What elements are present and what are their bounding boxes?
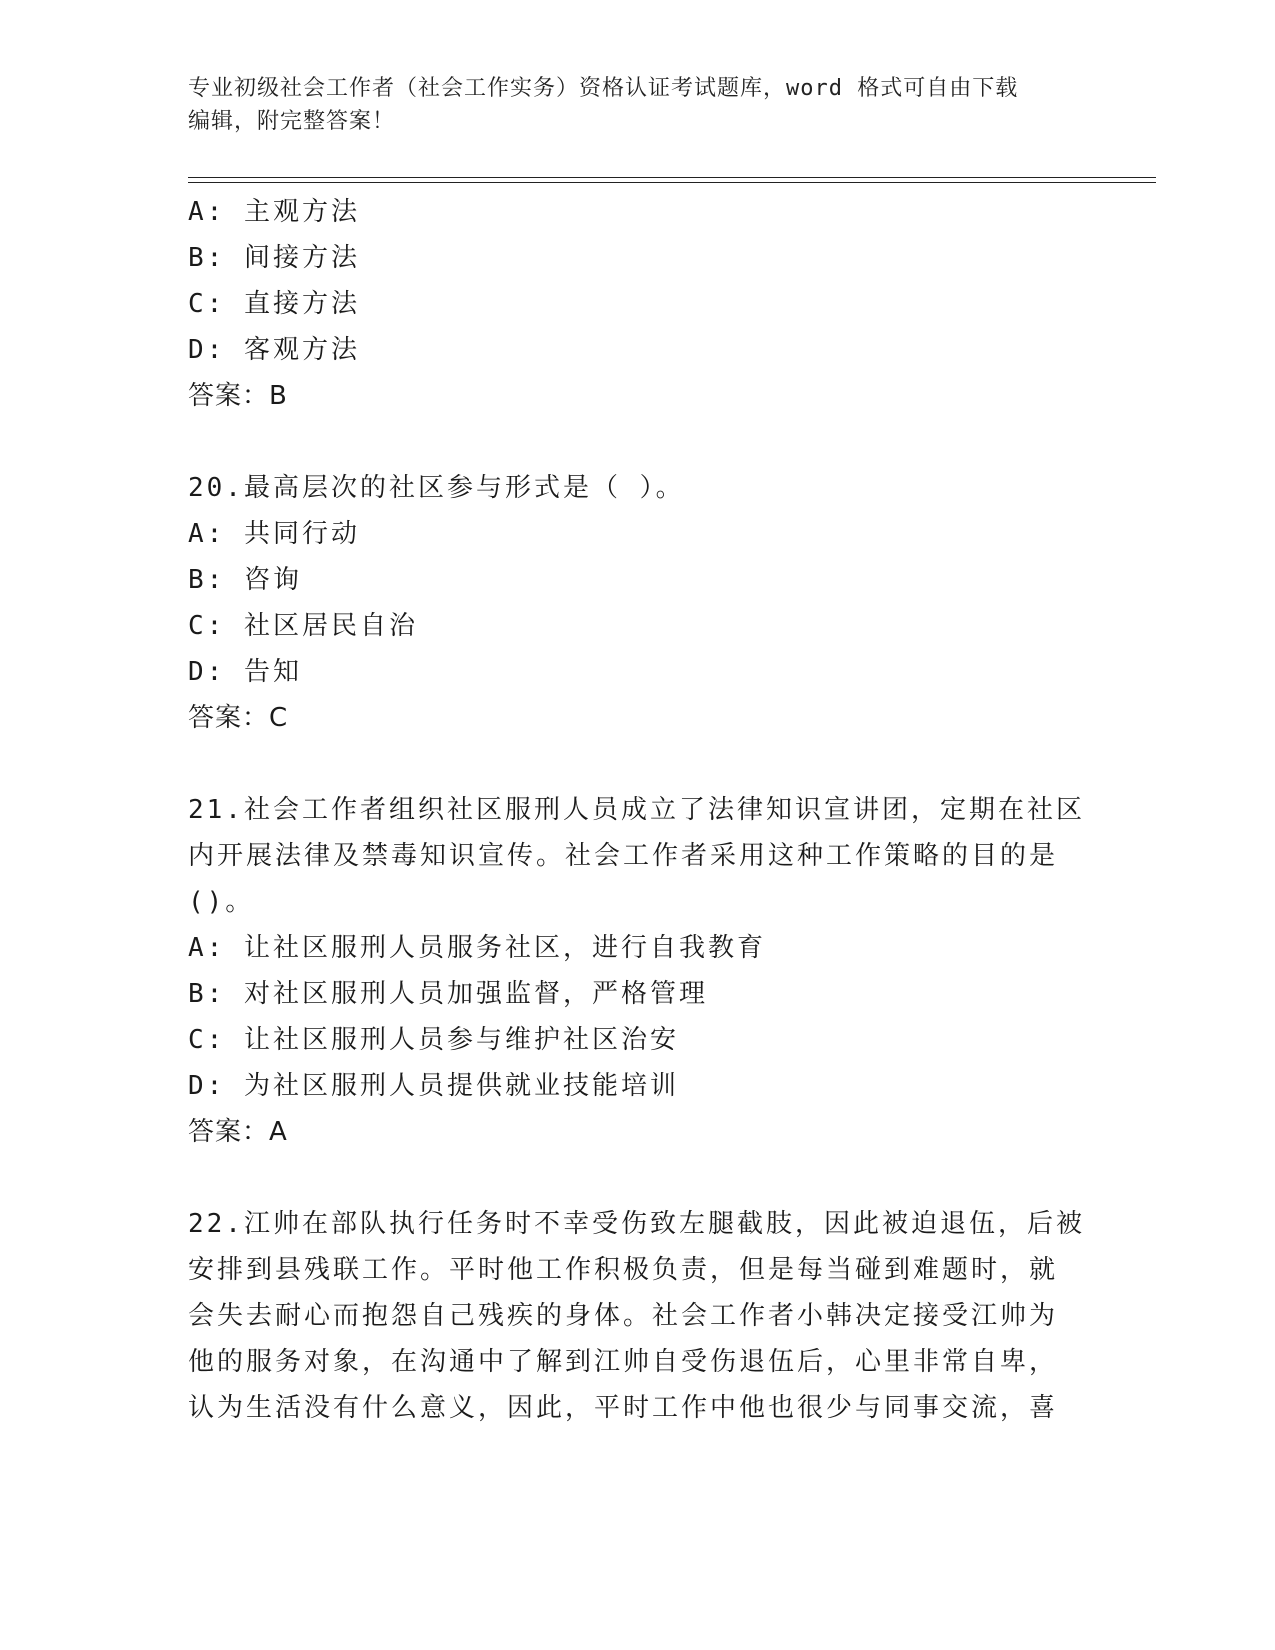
answer-text: 答案：C	[188, 703, 289, 733]
option-b: B: 对社区服刑人员加强监督，严格管理	[188, 979, 708, 1009]
question-text-line-4: 他的服务对象，在沟通中了解到江帅自受伤退伍后，心里非常自卑，	[188, 1347, 1059, 1377]
question-22	[188, 1201, 1088, 1431]
question-text-line-3: ()。	[188, 887, 255, 917]
document-header	[188, 72, 1068, 138]
option-a: A: 让社区服刑人员服务社区，进行自我教育	[188, 933, 766, 963]
question-text-line-5: 认为生活没有什么意义，因此，平时工作中他也很少与同事交流，喜	[188, 1393, 1059, 1423]
option-c: C: 直接方法	[188, 289, 360, 319]
option-b: B: 间接方法	[188, 243, 360, 273]
option-c: C: 社区居民自治	[188, 611, 418, 641]
question-text-line-1: 21.社会工作者组织社区服刑人员成立了法律知识宣讲团，定期在社区	[188, 795, 1085, 825]
header-divider-top	[188, 177, 1156, 178]
question-21	[188, 787, 1088, 1155]
spacer	[188, 1155, 1088, 1201]
spacer	[188, 741, 1088, 787]
question-list	[188, 189, 1088, 1431]
header-title-line-2: 编辑，附完整答案！	[188, 109, 396, 134]
question-text-line-2: 内开展法律及禁毒知识宣传。社会工作者采用这种工作策略的目的是	[188, 841, 1059, 871]
answer-text: 答案：B	[188, 381, 288, 411]
option-a: A: 主观方法	[188, 197, 360, 227]
spacer	[188, 419, 1088, 465]
header-divider-bottom	[188, 182, 1156, 183]
option-a: A: 共同行动	[188, 519, 360, 549]
header-title-line-1: 专业初级社会工作者（社会工作实务）资格认证考试题库，word 格式可自由下载	[188, 76, 1019, 101]
question-text: 20.最高层次的社区参与形式是（ ）。	[188, 473, 685, 503]
option-b: B: 咨询	[188, 565, 302, 595]
answer-text: 答案：A	[188, 1117, 288, 1147]
option-d: D: 告知	[188, 657, 302, 687]
option-c: C: 让社区服刑人员参与维护社区治安	[188, 1025, 679, 1055]
question-19	[188, 189, 1088, 419]
question-text-line-2: 安排到县残联工作。平时他工作积极负责，但是每当碰到难题时，就	[188, 1255, 1059, 1285]
option-d: D: 为社区服刑人员提供就业技能培训	[188, 1071, 679, 1101]
question-text-line-1: 22.江帅在部队执行任务时不幸受伤致左腿截肢，因此被迫退伍，后被	[188, 1209, 1085, 1239]
option-d: D: 客观方法	[188, 335, 360, 365]
question-text-line-3: 会失去耐心而抱怨自己残疾的身体。社会工作者小韩决定接受江帅为	[188, 1301, 1059, 1331]
question-20	[188, 465, 1088, 741]
